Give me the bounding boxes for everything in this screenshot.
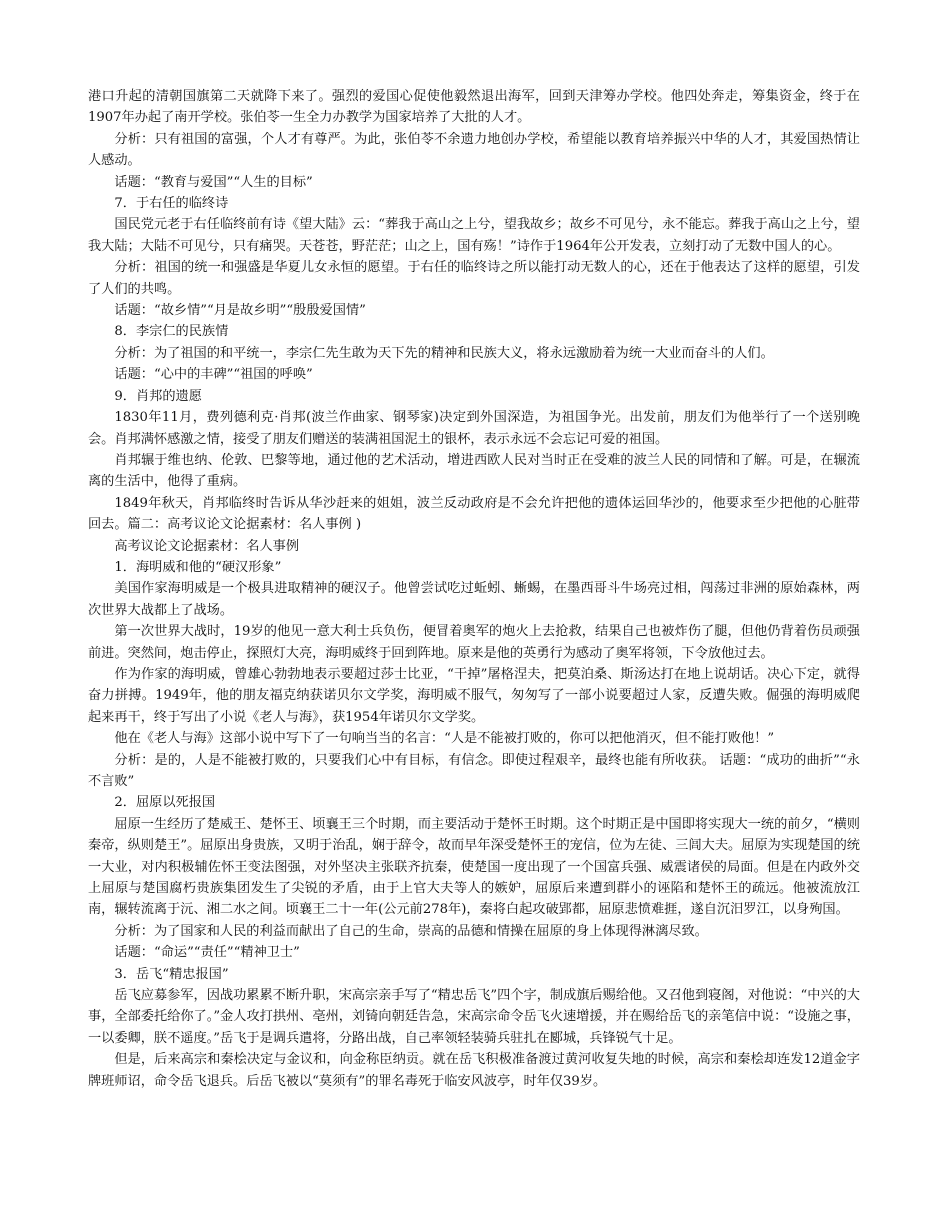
paragraph: 岳飞应募参军，因战功累累不断升职，宋高宗亲手写了“精忠岳飞”四个字，制成旗后赐给他。又召他到寝阁，对他说：“中兴的大事，全部委托给你了。”金人攻打拱州、亳州，刘锜向朝廷告急，宋高宗命令岳飞火速增援，并在赐给岳飞的亲笔信中说：“设施之事，一以委卿，朕不遥度。”岳飞于是调兵遣将，分路出战，自己率领轻装骑兵驻扎在郾城，兵锋锐气十足。 (88, 988, 860, 1046)
topic-line: 话题：“心中的丰碑”“祖国的呼唤” (114, 367, 313, 383)
paragraph: 美国作家海明威是一个极具进取精神的硬汉子。他曾尝试吃过蚯蚓、蜥蜴，在墨西哥斗牛场亮过相，闯荡过非洲的原始森林，两次世界大战都上了战场。 (88, 581, 860, 618)
paragraph: 分析：是的，人是不能被打败的，只要我们心中有目标，有信念。即使过程艰辛，最终也能有所收获。 话题：“成功的曲折”“永不言败” (88, 752, 860, 789)
section-heading: 9．肖邦的遗愿 (114, 388, 202, 404)
paragraph: 分析：为了祖国的和平统一，李宗仁先生敢为天下先的精神和民族大义，将永远激励着为统一大业而奋斗的人们。 (114, 345, 774, 361)
paragraph: 分析：只有祖国的富强，个人才有尊严。为此，张伯苓不余遗力地创办学校，希望能以教育培养振兴中华的人才，其爱国热情让人感动。 (88, 131, 860, 169)
paragraph: 屈原一生经历了楚威王、楚怀王、顷襄王三个时期，而主要活动于楚怀王时期。这个时期正是中国即将实现大一统的前夕，“横则秦帝，纵则楚王”。屈原出身贵族，又明于治乱，娴于辞令，故而早年深受楚怀王的宠信，位为左徒、三闾大夫。屈原为实现楚国的统一大业，对内积极辅佐怀王变法图强，对外坚决主张联齐抗秦，使楚国一度出现了一个国富兵强、威震诸侯的局面。但是在内政外交上屈原与楚国腐朽贵族集团发生了尖锐的矛盾，由于上官大夫等人的嫉妒，屈原后来遭到群小的诬陷和楚怀王的疏远。他被流放江南，辗转流离于沅、湘二水之间。顷襄王二十一年(公元前278年)，秦将白起攻破郢都，屈原悲愤难捱，遂自沉汨罗江，以身殉国。 (88, 816, 860, 918)
topic-line: 话题：“教育与爱国”“人生的目标” (114, 174, 313, 190)
paragraph: 但是，后来高宗和秦桧决定与金议和，向金称臣纳贡。就在岳飞积极准备渡过黄河收复失地的时候，高宗和秦桧却连发12道金字牌班师诏，命令岳飞退兵。后岳飞被以“莫须有”的罪名毒死于临安风波亭，时年仅39岁。 (88, 1052, 860, 1089)
section-heading: 7．于右任的临终诗 (114, 196, 229, 212)
paragraph: 港口升起的清朝国旗第二天就降下来了。强烈的爱国心促使他毅然退出海军，回到天津筹办学校。他四处奔走，筹集资金，终于在1907年办起了南开学校。张伯苓一生全力办教学为国家培养了大批的人才。 (88, 89, 860, 126)
paragraph: 作为作家的海明威，曾雄心勃勃地表示要超过莎士比亚，“干掉”屠格涅夫，把莫泊桑、斯汤达打在地上说胡话。决心下定，就得奋力拼搏。1949年，他的朋友福克纳获诺贝尔文学奖，海明威不服气，匆匆写了一部小说要超过人家，反遭失败。倔强的海明威爬起来再干，终于写出了小说《老人与海》，获1954年诺贝尔文学奖。 (88, 666, 860, 725)
paragraph: 国民党元老于右任临终前有诗《望大陆》云：“葬我于高山之上兮，望我故乡；故乡不可见兮，永不能忘。葬我于高山之上兮，望我大陆；大陆不可见兮，只有痛哭。天苍苍，野茫茫；山之上，国有殇！”诗作于1964年公开发表，立刻打动了无数中国人的心。 (88, 217, 860, 254)
topic-line: 话题：“故乡情”“月是故乡明”“殷殷爱国情” (114, 303, 366, 319)
paragraph: 分析：祖国的统一和强盛是华夏儿女永恒的愿望。于右任的临终诗之所以能打动无数人的心，还在于他表达了这样的愿望，引发了人们的共鸣。 (88, 260, 860, 297)
document-page (88, 86, 860, 1092)
paragraph: 第一次世界大战时，19岁的他见一意大利士兵负伤，便冒着奥军的炮火上去抢救，结果自己也被炸伤了腿，但他仍背着伤员顽强前进。突然间，炮击停止，探照灯大亮，海明威终于回到阵地。原来是他的英勇行为感动了奥军将领，下令放他过去。 (88, 624, 860, 661)
paragraph: 1830年11月，费列德利克·肖邦(波兰作曲家、钢琴家)决定到外国深造，为祖国争光。出发前，朋友们为他举行了一个送别晚会。肖邦满怀感激之情，接受了朋友们赠送的装满祖国泥土的银杯，表示永远不会忘记可爱的祖国。 (88, 410, 860, 447)
paragraph: 肖邦辗于维也纳、伦敦、巴黎等地，通过他的艺术活动，增进西欧人民对当时正在受难的波兰人民的同情和了解。可是，在辗流离的生活中，他得了重病。 (88, 452, 860, 490)
section-heading: 3．岳飞“精忠报国” (114, 966, 229, 982)
section-heading: 2．屈原以死报国 (114, 795, 216, 811)
section-title: 高考议论文论据素材：名人事例 (114, 538, 300, 554)
paragraph: 他在《老人与海》这部小说中写下了一句响当当的名言：“人是不能被打败的，你可以把他消灭，但不能打败他！” (114, 731, 775, 747)
paragraph: 1849年秋天，肖邦临终时告诉从华沙赶来的姐姐，波兰反动政府是不会允许把他的遗体运回华沙的，他要求至少把他的心脏带回去。篇二：高考议论文论据素材：名人事例 ) (88, 495, 860, 533)
topic-line: 话题：“命运”“责任”“精神卫士” (114, 945, 300, 961)
paragraph: 分析：为了国家和人民的利益而献出了自己的生命，崇高的品德和情操在屈原的身上体现得淋漓尽致。 (114, 923, 708, 939)
section-heading: 8．李宗仁的民族情 (114, 324, 229, 340)
section-heading: 1．海明威和他的“硬汉形象” (114, 559, 282, 575)
